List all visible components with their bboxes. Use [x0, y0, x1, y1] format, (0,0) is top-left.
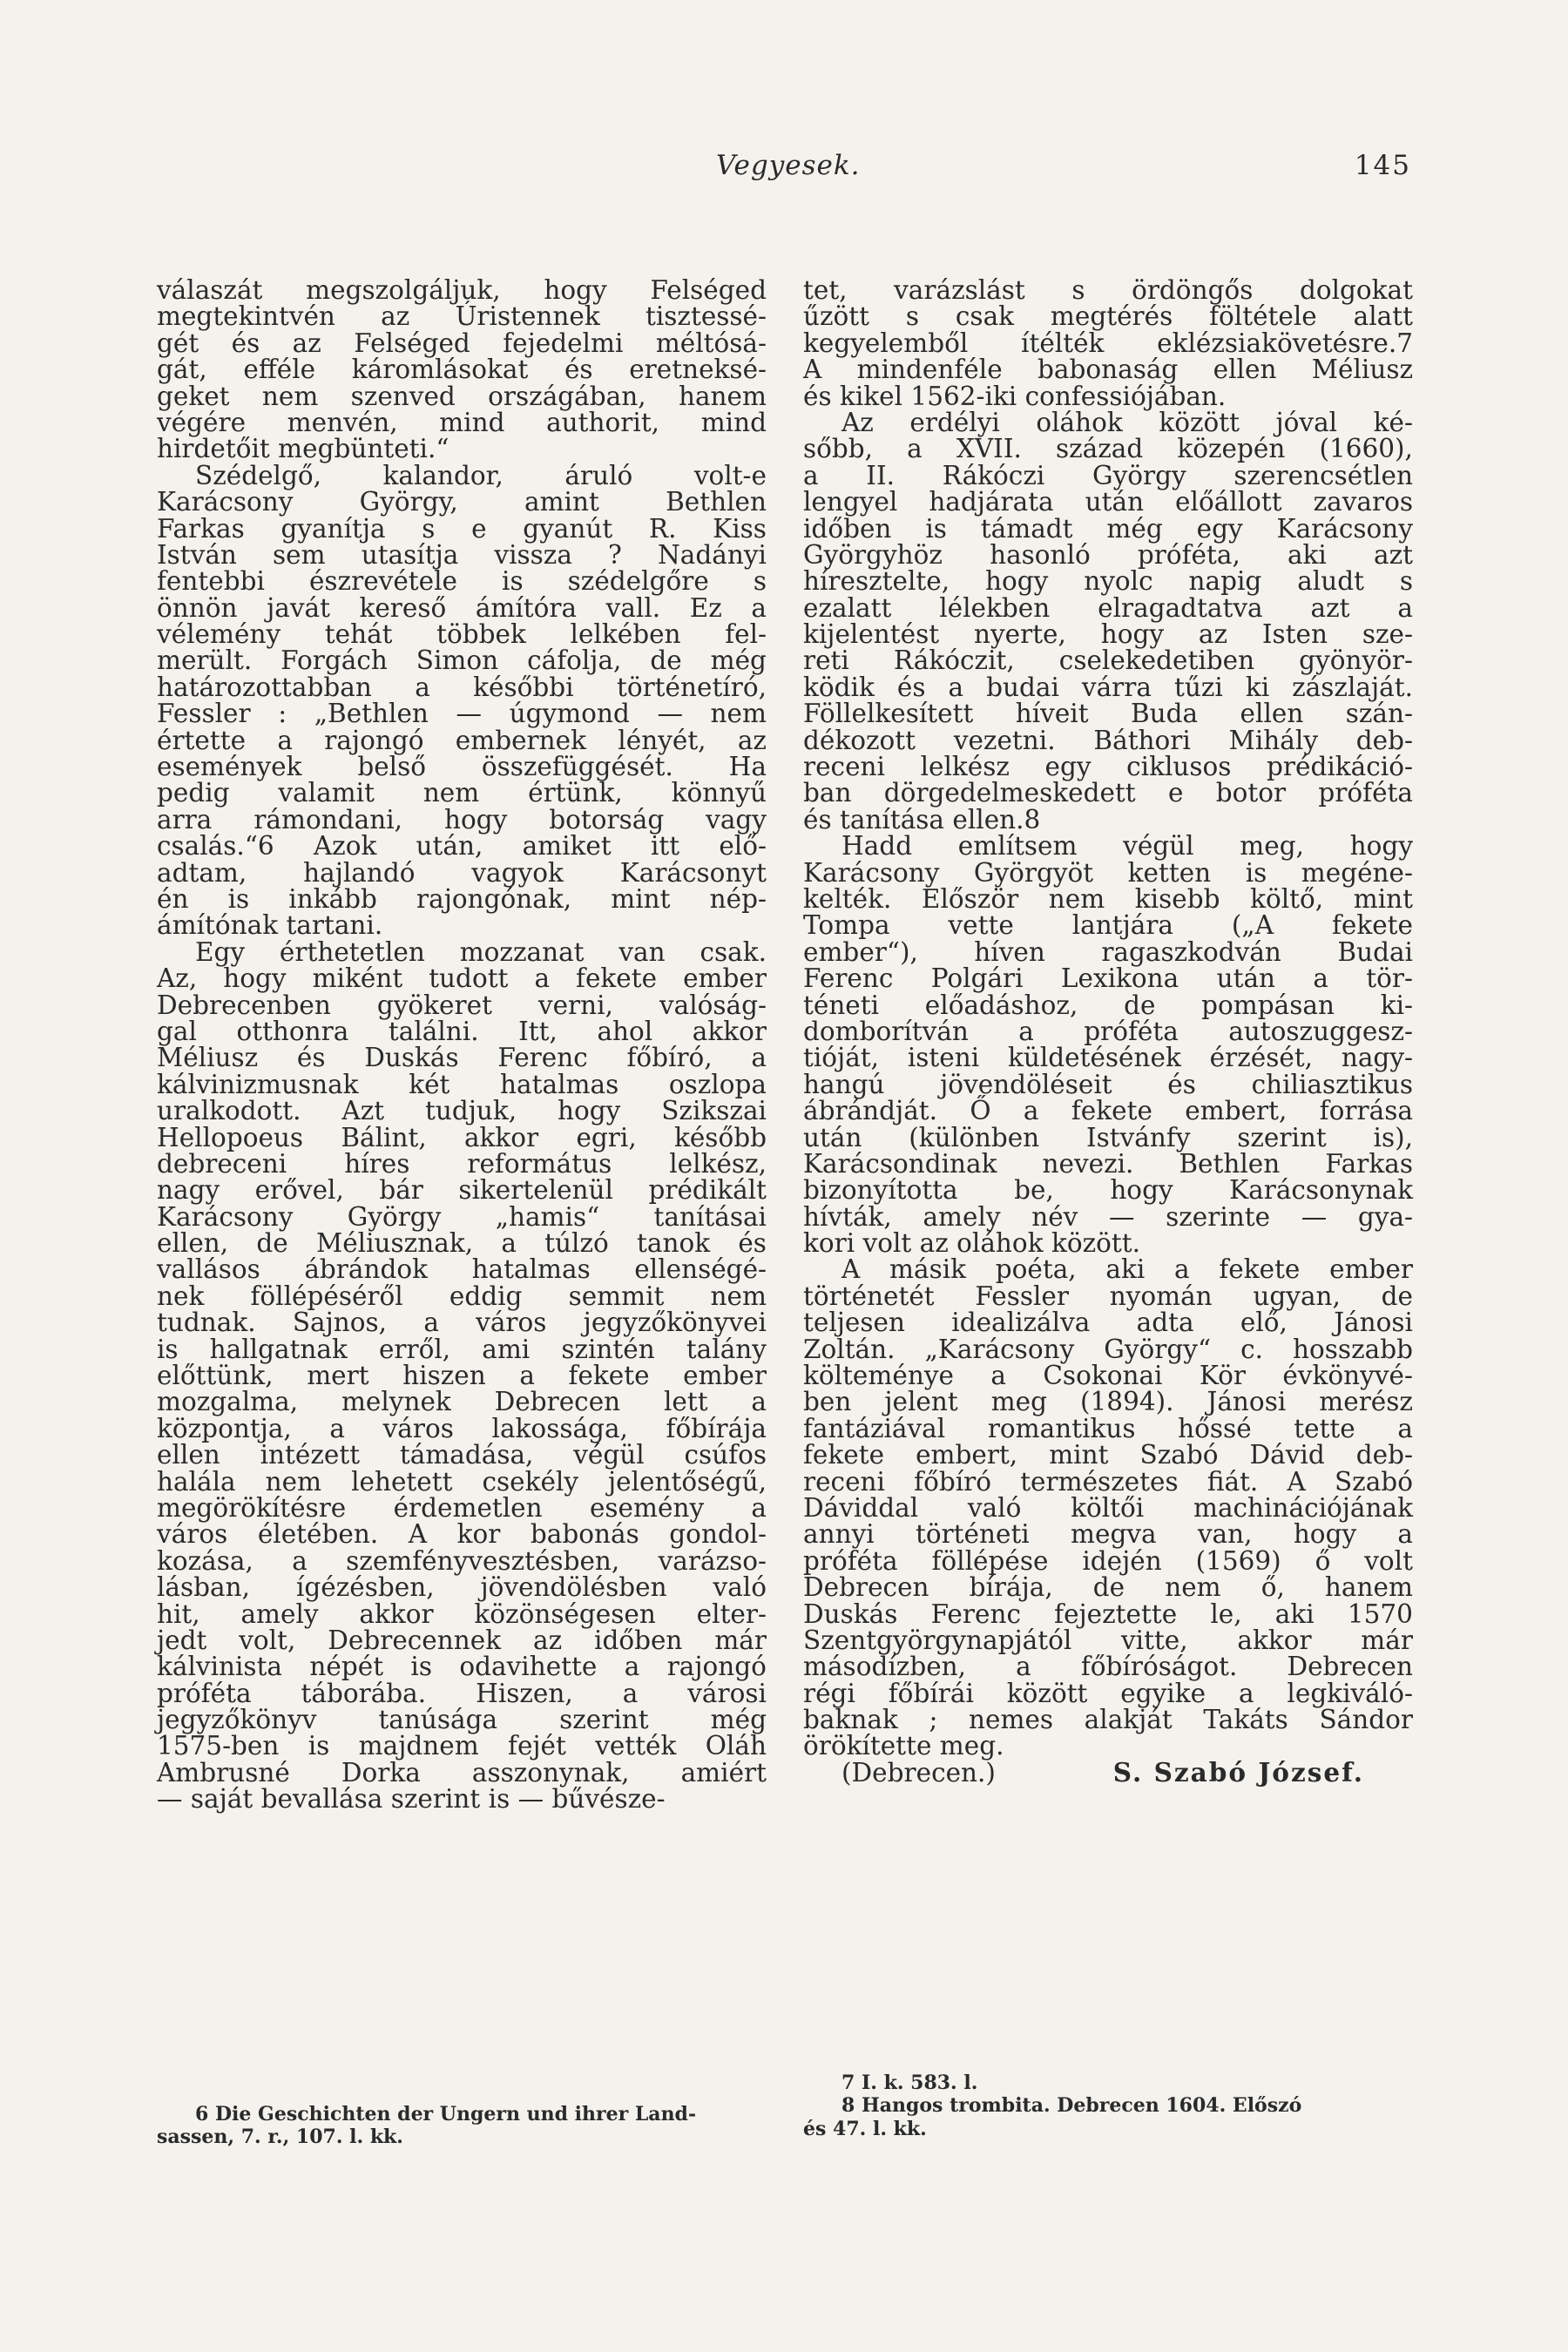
text-line: és tanítása ellen.8	[803, 804, 1041, 835]
text-line: gét és az Felséged fejedelmi méltósá-	[157, 328, 767, 358]
text-line: végére menvén, mind authorit, mind	[157, 407, 767, 437]
text-line: Hellopoeus Bálint, akkor egri, később	[157, 1122, 767, 1152]
text-line: megtekintvén az Úristennek tisztessé-	[157, 301, 767, 332]
text-line: lengyel hadjárata után előállott zavaros	[803, 487, 1413, 517]
text-line: vallásos ábrándok hatalmas ellenségé-	[157, 1254, 767, 1285]
text-line: kori volt az oláhok között.	[803, 1228, 1140, 1259]
text-line: Zoltán. „Karácsony György“ c. hosszabb	[803, 1334, 1413, 1364]
text-line: adtam, hajlandó vagyok Karácsonyt	[157, 857, 767, 888]
text-line: hangú jövendöléseit és chiliasztikus	[803, 1069, 1413, 1099]
text-line: értette a rajongó embernek lényét, az	[157, 725, 767, 755]
text-line: receni főbíró természetes fiát. A Szabó	[803, 1466, 1413, 1497]
text-line: mozgalma, melynek Debrecen lett a	[157, 1387, 767, 1417]
footnote-line: 6 Die Geschichten der Ungern und ihrer Land-	[195, 2103, 697, 2126]
text-line: kegyelemből ítélték eklézsiakövetésre.7	[803, 328, 1413, 358]
signature-line	[803, 1756, 1413, 1788]
text-line: csalás.“6 Azok után, amiket itt elő-	[157, 831, 767, 862]
text-line: debreceni híres református lelkész,	[157, 1148, 767, 1179]
text-line: Dáviddal való költői machinációjának	[803, 1492, 1413, 1523]
text-line: Méliusz és Duskás Ferenc főbíró, a	[157, 1043, 767, 1073]
text-line: fentebbi észrevétele is szédelgőre s	[157, 566, 767, 597]
text-line: jegyzőkönyv tanúsága szerint még	[157, 1705, 767, 1735]
text-line: bizonyította be, hogy Karácsonynak	[803, 1175, 1413, 1206]
right-text-column	[803, 277, 1413, 1786]
text-line: történetét Fessler nyomán ugyan, de	[803, 1281, 1413, 1311]
text-line: ember“), híven ragaszkodván Budai	[803, 936, 1413, 967]
text-line: kálvinista népét is odavihette a rajongó	[157, 1652, 767, 1682]
text-line: kozása, a szemfényvesztésben, varázso-	[157, 1545, 767, 1576]
text-line: gal otthonra találni. Itt, ahol akkor	[157, 1016, 767, 1046]
text-line: tet, varázslást s ördöngős dolgokat	[803, 275, 1413, 305]
text-line: sőbb, a XVII. század közepén (1660),	[803, 434, 1413, 464]
text-line: annyi történeti megva van, hogy a	[803, 1519, 1413, 1550]
text-line: lásban, ígézésben, jövendölésben való	[157, 1572, 767, 1603]
text-line: örökítette meg.	[803, 1731, 1004, 1761]
text-line: önnön javát kereső ámítóra vall. Ez a	[157, 592, 767, 623]
text-line: Debrecen bírája, de nem ő, hanem	[803, 1572, 1413, 1603]
text-line: események belső összefüggését. Ha	[157, 752, 767, 782]
text-line: Debrecenben gyökeret verni, valóság-	[157, 990, 767, 1020]
text-line: ellen intézett támadása, végül csúfos	[157, 1440, 767, 1470]
text-line: hívták, amely név — szerinte — gya-	[803, 1201, 1413, 1232]
footnote-line: sassen, 7. r., 107. l. kk.	[157, 2126, 403, 2149]
page-header	[159, 150, 1411, 193]
footnote-line: 7 I. k. 583. l.	[841, 2072, 978, 2094]
text-line: Tompa vette lantjára („A fekete	[803, 910, 1413, 941]
text-line: merült. Forgách Simon cáfolja, de még	[157, 645, 767, 676]
text-line: régi főbírái között egyike a legkiváló-	[803, 1678, 1413, 1708]
text-line: Az, hogy miként tudott a fekete ember	[157, 963, 767, 994]
text-line: Ferenc Polgári Lexikona után a tör-	[803, 963, 1413, 994]
text-line: időben is támadt még egy Karácsony	[803, 513, 1413, 544]
text-line: pedig valamit nem értünk, könnyű	[157, 778, 767, 808]
text-line: nagy erővel, bár sikertelenül prédikált	[157, 1175, 767, 1206]
text-line: Fessler : „Bethlen — úgymond — nem	[157, 699, 767, 729]
text-line: megörökítésre érdemetlen esemény a	[157, 1492, 767, 1523]
text-line: domborítván a próféta autoszuggesz-	[803, 1016, 1413, 1046]
text-line: ködik és a budai várra tűzi ki zászlaját.	[803, 672, 1413, 702]
footnote-line: és 47. l. kk.	[803, 2117, 927, 2140]
text-line: ámítónak tartani.	[157, 910, 383, 941]
text-line: A másik poéta, aki a fekete ember	[841, 1254, 1413, 1285]
text-line: próféta föllépése idején (1569) ő volt	[803, 1545, 1413, 1576]
text-line: kijelentést nyerte, hogy az Isten sze-	[803, 619, 1413, 650]
text-line: fekete embert, mint Szabó Dávid deb-	[803, 1440, 1413, 1470]
text-line: kálvinizmusnak két hatalmas oszlopa	[157, 1069, 767, 1099]
running-title: Vegyesek.	[716, 150, 861, 181]
text-line: űzött s csak megtérés föltétele alatt	[803, 301, 1413, 332]
text-line: ábrándját. Ő a fekete embert, forrása	[803, 1096, 1413, 1126]
text-line: teljesen idealizálva adta elő, Jánosi	[803, 1308, 1413, 1338]
text-line: központja, a város lakossága, főbírája	[157, 1413, 767, 1443]
text-line: Az erdélyi oláhok között jóval ké-	[841, 407, 1413, 437]
text-line: kelték. Először nem kisebb költő, mint	[803, 883, 1413, 914]
signature-author: S. Szabó József.	[1112, 1756, 1364, 1788]
text-line: Karácsony György, amint Bethlen	[157, 487, 767, 517]
text-line: után (különben Istvánfy szerint is),	[803, 1122, 1413, 1152]
text-line: nek föllépéséről eddig semmit nem	[157, 1281, 767, 1311]
footnotes-right	[803, 2072, 1413, 2140]
text-line: próféta táborába. Hiszen, a városi	[157, 1678, 767, 1708]
text-line: Györgyhöz hasonló próféta, aki azt	[803, 539, 1413, 570]
text-line: — saját bevallása szerint is — bűvésze-	[157, 1784, 666, 1815]
text-line: A mindenféle babonaság ellen Méliusz	[803, 355, 1413, 385]
text-line: arra rámondani, hogy botorság vagy	[157, 804, 767, 835]
text-line: előttünk, mert hiszen a fekete ember	[157, 1361, 767, 1391]
text-line: geket nem szenved országában, hanem	[157, 381, 767, 411]
text-line: vélemény tehát többek lelkében fel-	[157, 619, 767, 650]
text-line: hirdetőit megbünteti.“	[157, 434, 449, 464]
text-line: gát, efféle káromlásokat és eretneksé-	[157, 355, 767, 385]
text-line: István sem utasítja vissza ? Nadányi	[157, 539, 767, 570]
text-line: Ambrusné Dorka asszonynak, amiért	[157, 1757, 767, 1788]
text-line: Hadd említsem végül meg, hogy	[841, 831, 1413, 862]
text-line: a II. Rákóczi György szerencsétlen	[803, 460, 1413, 490]
text-line: Farkas gyanítja s e gyanút R. Kiss	[157, 513, 767, 544]
text-line: Karácsony Györgyöt ketten is megéne-	[803, 857, 1413, 888]
footnotes-left	[157, 2103, 767, 2149]
text-line: Szentgyörgynapjától vitte, akkor már	[803, 1625, 1413, 1655]
text-line: én is inkább rajongónak, mint nép-	[157, 883, 767, 914]
text-line: Szédelgő, kalandor, áruló volt-e	[195, 460, 767, 490]
text-line: baknak ; nemes alakját Takáts Sándor	[803, 1705, 1413, 1735]
text-line: ezalatt lélekben elragadtatva azt a	[803, 592, 1413, 623]
text-line: is hallgatnak erről, ami szintén talány	[157, 1334, 767, 1364]
text-line: Föllelkesített híveit Buda ellen szán-	[803, 699, 1413, 729]
text-line: receni lelkész egy ciklusos prédikáció-	[803, 752, 1413, 782]
text-line: város életében. A kor babonás gondol-	[157, 1519, 767, 1550]
text-line: és kikel 1562-iki confessiójában.	[803, 381, 1227, 411]
footnote-line: 8 Hangos trombita. Debrecen 1604. Előszó	[841, 2094, 1302, 2118]
text-line: Karácsondinak nevezi. Bethlen Farkas	[803, 1148, 1413, 1179]
text-line: ban dörgedelmeskedett e botor próféta	[803, 778, 1413, 808]
text-line: határozottabban a későbbi történetíró,	[157, 672, 767, 702]
left-text-column	[157, 277, 767, 1813]
text-line: híresztelte, hogy nyolc napig aludt s	[803, 566, 1413, 597]
text-line: dékozott vezetni. Báthori Mihály deb-	[803, 725, 1413, 755]
text-line: jedt volt, Debrecennek az időben már	[157, 1625, 767, 1655]
text-line: ellen, de Méliusznak, a túlzó tanok és	[157, 1228, 767, 1259]
text-line: másodízben, a főbíróságot. Debrecen	[803, 1652, 1413, 1682]
text-line: Karácsony György „hamis“ tanításai	[157, 1201, 767, 1232]
signature-place: (Debrecen.)	[841, 1757, 996, 1788]
text-line: hit, amely akkor közönségesen elter-	[157, 1598, 767, 1629]
text-line: ben jelent meg (1894). Jánosi merész	[803, 1387, 1413, 1417]
text-line: fantáziával romantikus hőssé tette a	[803, 1413, 1413, 1443]
text-line: Duskás Ferenc fejeztette le, aki 1570	[803, 1598, 1413, 1629]
text-line: költeménye a Csokonai Kör évkönyvé-	[803, 1361, 1413, 1391]
text-line: reti Rákóczit, cselekedetiben gyönyör-	[803, 645, 1413, 676]
text-line: tudnak. Sajnos, a város jegyzőkönyvei	[157, 1308, 767, 1338]
text-line: uralkodott. Azt tudjuk, hogy Szikszai	[157, 1096, 767, 1126]
text-line: téneti előadáshoz, de pompásan ki-	[803, 990, 1413, 1020]
text-line: válaszát megszolgáljuk, hogy Felséged	[157, 275, 767, 305]
text-line: Egy érthetetlen mozzanat van csak.	[195, 936, 767, 967]
text-line: halála nem lehetett csekély jelentőségű,	[157, 1466, 767, 1497]
text-line: tióját, isteni küldetésének érzését, nagy-	[803, 1043, 1413, 1073]
text-line: 1575-ben is majdnem fejét vették Oláh	[157, 1731, 767, 1761]
page-number: 145	[1354, 150, 1411, 181]
